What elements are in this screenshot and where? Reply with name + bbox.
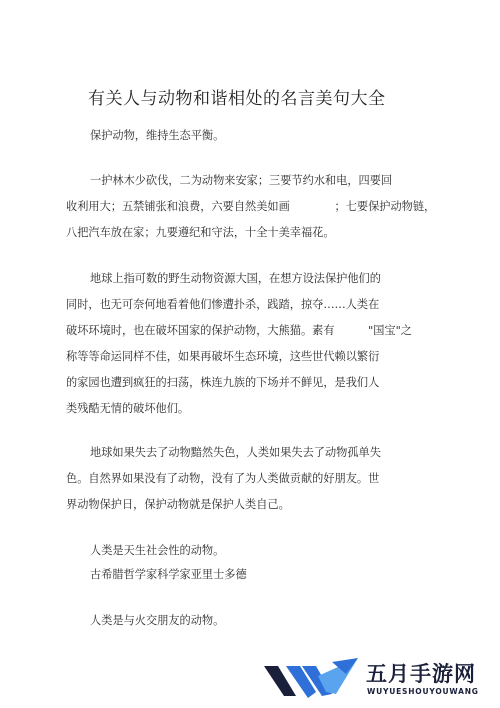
paragraph-line: 类残酷无情的破坏他们。 xyxy=(66,402,190,415)
paragraph-line: 的家园也遭到疯狂的扫荡，株连九族的下场并不鲜见，是我们人 xyxy=(66,376,380,389)
paragraph-line: 界动物保护日，保护动物就是保护人类自己。 xyxy=(66,498,290,511)
paragraph-line: 同时，也无可奈何地看着他们惨遭扑杀，践踏，掠夺……人类在 xyxy=(66,298,380,311)
paragraph-line: 称等等命运同样不佳，如果再破坏生态环境，这些世代赖以繁衍 xyxy=(66,350,380,363)
paragraph-line: 色。自然界如果没有了动物，没有了为人类做贡献的好朋友。世 xyxy=(66,472,380,485)
document-title: 有关人与动物和谐相处的名言美句大全 xyxy=(88,89,386,109)
paragraph-line: 人类是天生社会性的动物。 xyxy=(90,544,225,557)
watermark-name-cn: 五月手游网 xyxy=(366,662,476,686)
paragraph-line: 一护林木少砍伐，二为动物来安家；三要节约水和电，四要回 xyxy=(90,174,393,187)
paragraph-line: 保护动物，维持生态平衡。 xyxy=(90,129,225,142)
wuyue-logo-icon xyxy=(262,654,362,704)
watermark-name-en: WUYUESHOUYOUWANG xyxy=(367,687,479,696)
paragraph-line: 破坏环境时，也在破坏国家的保护动物，大熊猫。素有 "国宝"之 xyxy=(66,324,412,337)
paragraph-line: 地球上指可数的野生动物资源大国，在想方设法保护他们的 xyxy=(90,272,381,285)
paragraph-line: 人类是与火交朋友的动物。 xyxy=(90,614,225,627)
paragraph-line: 收利用大；五禁铺张和浪费，六要自然美如画 ；七要保护动物链， xyxy=(66,200,436,213)
paragraph-line: 地球如果失去了动物黯然失色，人类如果失去了动物孤单失 xyxy=(90,446,381,459)
paragraph-line: 八把汽车放在家；九要遵纪和守法，十全十美幸福花。 xyxy=(66,226,335,239)
attribution-line: 古希腊哲学家科学家亚里士多德 xyxy=(90,568,247,581)
watermark-logo xyxy=(262,652,498,706)
